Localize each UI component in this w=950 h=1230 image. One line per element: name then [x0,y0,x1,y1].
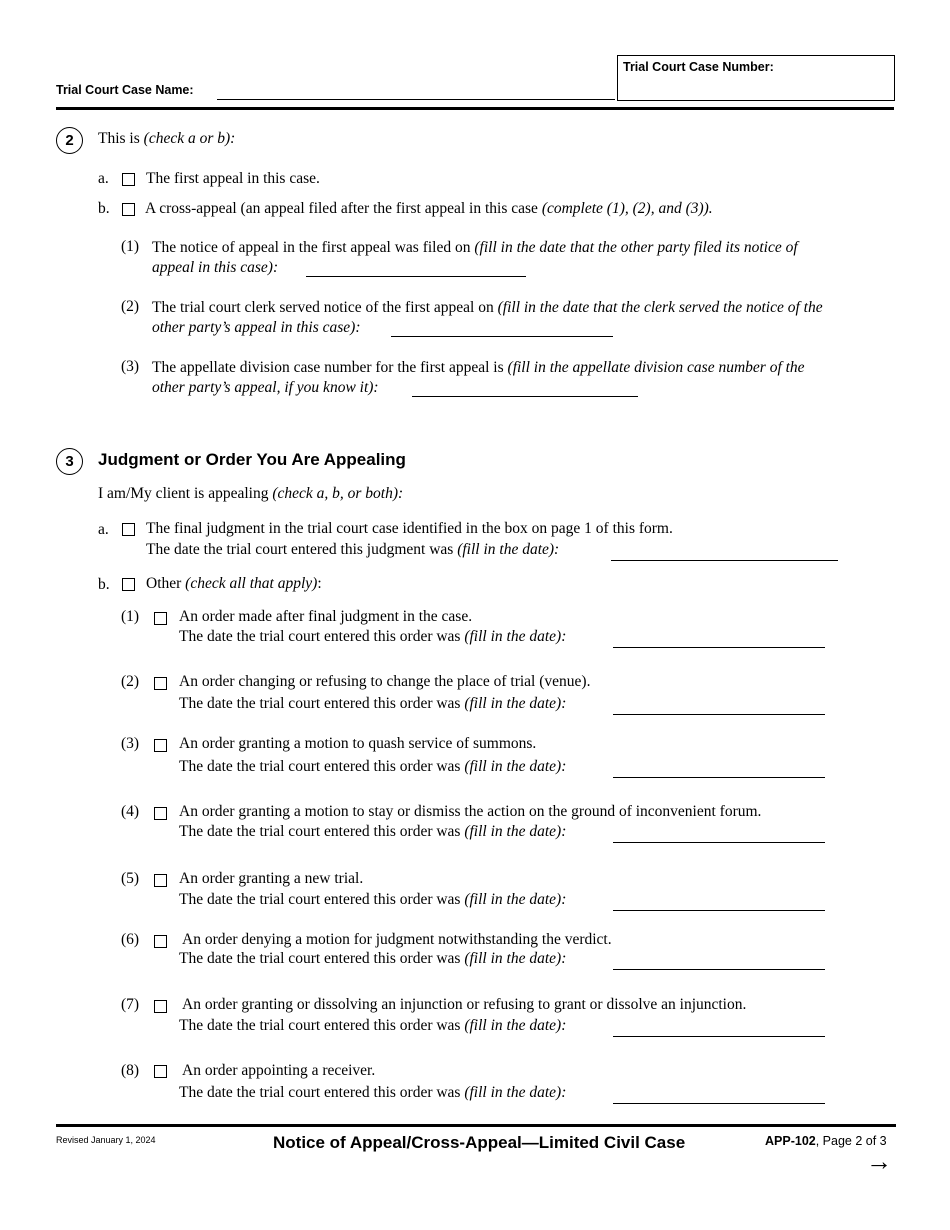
order-6-date-text: The date the trial court entered this order was (fill in the date): [179,950,567,967]
order-6-number: (6) [121,931,140,948]
section-2a-checkbox[interactable] [122,173,135,186]
section-3a-text: The final judgment in the trial court case identified in the box on page 1 of this form. [146,520,673,537]
order-6-date-field[interactable] [613,969,825,970]
order-8-number: (8) [121,1062,140,1079]
order-3-date-text: The date the trial court entered this order was (fill in the date): [179,758,567,775]
form-title: Notice of Appeal/Cross-Appeal—Limited Civil Case [273,1133,686,1152]
order-4-date-text: The date the trial court entered this order was (fill in the date): [179,823,567,840]
order-2-number: (2) [121,673,140,690]
order-2-date-field[interactable] [613,714,825,715]
section-3-title: Judgment or Order You Are Appealing [98,450,406,469]
order-3-text: An order granting a motion to quash service of summons. [179,735,537,752]
section-3a-letter: a. [98,521,109,538]
section-3a-checkbox[interactable] [122,523,135,536]
appellate-case-number-field[interactable] [412,396,638,397]
order-8-text: An order appointing a receiver. [182,1062,376,1079]
order-6-text: An order denying a motion for judgment notwithstanding the verdict. [182,931,612,948]
order-7-number: (7) [121,996,140,1013]
order-8-date-text: The date the trial court entered this order was (fill in the date): [179,1084,567,1101]
case-name-label: Trial Court Case Name: [56,83,194,97]
order-8-checkbox[interactable] [154,1065,167,1078]
section-3-number: 3 [56,448,83,475]
order-1-date-text: The date the trial court entered this order was (fill in the date): [179,628,567,645]
cross-appeal-item-3-number: (3) [121,358,140,375]
order-1-date-field[interactable] [613,647,825,648]
case-number-box[interactable] [617,55,895,101]
order-2-checkbox[interactable] [154,677,167,690]
order-7-date-field[interactable] [613,1036,825,1037]
next-page-arrow-icon: → [866,1146,892,1176]
section-2-intro: This is (check a or b): [98,130,236,147]
order-6-checkbox[interactable] [154,935,167,948]
section-2a-text: The first appeal in this case. [146,170,320,187]
cross-appeal-item-1-text: The notice of appeal in the first appeal was filed on (fill in the date that the other party filed its notice of appeal in this case): [152,239,798,276]
order-1-text: An order made after final judgment in the case. [179,608,473,625]
footer-divider [56,1124,896,1127]
section-3a-date-text: The date the trial court entered this judgment was (fill in the date): [146,541,560,558]
order-2-date-text: The date the trial court entered this order was (fill in the date): [179,695,567,712]
cross-appeal-item-1-number: (1) [121,238,140,255]
order-7-text: An order granting or dissolving an injunction or refusing to grant or dissolve an injunction. [182,996,747,1013]
order-4-date-field[interactable] [613,842,825,843]
section-2-number: 2 [56,127,83,154]
section-2b-text: A cross-appeal (an appeal filed after the first appeal in this case (complete (1), (2), and (3)). [145,200,713,217]
order-3-date-field[interactable] [613,777,825,778]
case-number-label: Trial Court Case Number: [623,60,774,74]
first-appeal-filed-date-field[interactable] [306,276,526,277]
order-5-date-text: The date the trial court entered this order was (fill in the date): [179,891,567,908]
section-3b-letter: b. [98,576,110,593]
revised-date: Revised January 1, 2024 [56,1135,156,1145]
order-4-checkbox[interactable] [154,807,167,820]
section-3b-text: Other (check all that apply): [146,575,322,592]
order-8-date-field[interactable] [613,1103,825,1104]
final-judgment-date-field[interactable] [611,560,838,561]
section-2b-letter: b. [98,200,110,217]
order-5-text: An order granting a new trial. [179,870,364,887]
section-2a-letter: a. [98,170,109,187]
order-3-number: (3) [121,735,140,752]
cross-appeal-item-3-text: The appellate division case number for the first appeal is (fill in the appellate division case number of the other party’s appeal, if you know it): [152,359,805,396]
order-7-checkbox[interactable] [154,1000,167,1013]
order-2-text: An order changing or refusing to change the place of trial (venue). [179,673,591,690]
order-1-number: (1) [121,608,140,625]
clerk-served-date-field[interactable] [391,336,613,337]
order-5-date-field[interactable] [613,910,825,911]
section-3b-checkbox[interactable] [122,578,135,591]
cross-appeal-item-2-text: The trial court clerk served notice of the first appeal on (fill in the date that the clerk served the notice of the other party’s appeal in this case): [152,299,823,336]
order-1-checkbox[interactable] [154,612,167,625]
header-divider [56,107,894,110]
case-name-field[interactable] [217,99,615,100]
order-5-number: (5) [121,870,140,887]
section-2b-checkbox[interactable] [122,203,135,216]
order-7-date-text: The date the trial court entered this order was (fill in the date): [179,1017,567,1034]
page-indicator: APP-102, Page 2 of 3 [765,1134,887,1148]
order-4-number: (4) [121,803,140,820]
order-3-checkbox[interactable] [154,739,167,752]
cross-appeal-item-2-number: (2) [121,298,140,315]
order-4-text: An order granting a motion to stay or dismiss the action on the ground of inconvenient forum. [179,803,762,820]
section-3-intro: I am/My client is appealing (check a, b, or both): [98,485,404,502]
order-5-checkbox[interactable] [154,874,167,887]
